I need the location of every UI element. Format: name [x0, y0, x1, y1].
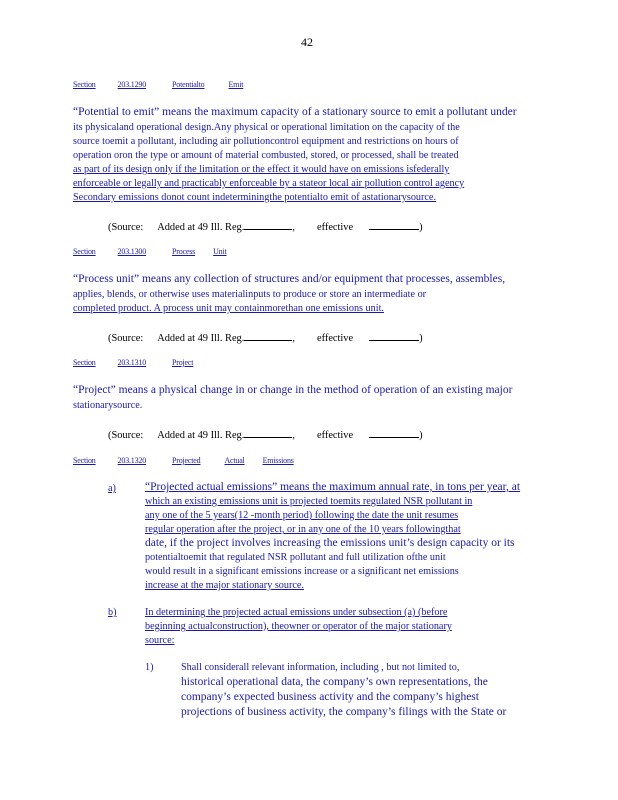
paragraph-line: company’s expected business activity and the company’s highest	[181, 691, 479, 703]
source-prefix: (Source:	[108, 333, 144, 344]
section-word: Section	[73, 358, 96, 367]
item-label-1: 1)	[145, 662, 154, 673]
source-effective: effective	[316, 430, 354, 441]
section-number: 203.1320	[117, 456, 147, 465]
section-title-word: Actual	[224, 456, 245, 465]
subsection-label-a: a)	[108, 483, 116, 494]
paragraph-line: source toemit a pollutant, including air pollutioncontrol equipment and restrictions on hours of	[73, 136, 459, 147]
section-heading-1320	[73, 456, 314, 465]
section-title-word: Potentialto	[172, 80, 205, 89]
source-effective: effective	[316, 222, 354, 233]
paragraph-line: would result in a significant emissions increase or a significant net emissions	[145, 566, 459, 577]
section-number: 203.1300	[117, 247, 147, 256]
section-heading-1300	[73, 247, 243, 256]
paragraph-line: enforceable or legally and practicably enforceable by a stateor local air pollution control agency	[73, 178, 465, 189]
paragraph-line: as part of its design only if the limitation or the effect it would have on emissions isfederally	[73, 164, 450, 175]
section-title-word: Emit	[228, 80, 244, 89]
source-added: Added at 49 Ill. Reg.	[157, 222, 245, 233]
paragraph-line: operation oron the type or amount of material combusted, stored, or processed, shall be treated	[73, 150, 459, 161]
source-added: Added at 49 Ill. Reg.	[157, 430, 245, 441]
source-prefix: (Source:	[108, 430, 144, 441]
paragraph-line: completed product. A process unit may containmorethan one emissions unit.	[73, 303, 384, 314]
source-added: Added at 49 Ill. Reg.	[157, 333, 245, 344]
section-heading-1310	[73, 358, 209, 367]
section-number: 203.1290	[117, 80, 147, 89]
source-note: (Source: Added at 49 Ill. Reg. , effective )	[108, 427, 423, 441]
paragraph-line: regular operation after the project, or in any one of the 10 years followingthat	[145, 524, 461, 535]
paragraph-line: date, if the project involves increasing the emissions unit’s design capacity or its	[145, 537, 515, 549]
section-word: Section	[73, 80, 96, 89]
paragraph-line: stationarysource.	[73, 400, 143, 411]
paragraph-line: “Potential to emit” means the maximum capacity of a stationary source to emit a pollutant under	[73, 106, 517, 118]
paragraph-line: projections of business activity, the company’s filings with the State or	[181, 706, 507, 718]
paragraph-line: any one of the 5 years(12 -month period) following the date the unit resumes	[145, 510, 459, 521]
paragraph-line: applies, blends, or otherwise uses materialinputs to produce or store an intermediate or	[73, 289, 427, 300]
paragraph-line: “Process unit” means any collection of structures and/or equipment that processes, assembles,	[73, 273, 506, 285]
paragraph-line: its physicaland operational design.Any physical or operational limitation on the capacity of the	[73, 122, 460, 133]
section-title-word: Project	[172, 358, 194, 367]
paragraph-line: In determining the projected actual emissions under subsection (a) (before	[145, 607, 448, 618]
paragraph-line: beginning actualconstruction), theowner or operator of the major stationary	[145, 621, 452, 632]
section-word: Section	[73, 247, 96, 256]
paragraph-line: which an existing emissions unit is projected toemits regulated NSR pollutant in	[145, 496, 473, 507]
paragraph-line: historical operational data, the company’s own representations, the	[181, 676, 488, 688]
source-note: (Source: Added at 49 Ill. Reg. , effective )	[108, 330, 423, 344]
section-title-word: Emissions	[262, 456, 294, 465]
section-title-word: Projected	[172, 456, 201, 465]
paragraph-line: source:	[145, 635, 175, 646]
paragraph-line: increase at the major stationary source.	[145, 580, 304, 591]
paragraph-line: potentialtoemit that regulated NSR pollutant and full utilization ofthe unit	[145, 552, 446, 563]
paragraph-line: Shall considerall relevant information, including , but not limited to,	[181, 662, 460, 673]
paragraph-line: “Projected actual emissions” means the maximum annual rate, in tons per year, at	[145, 481, 521, 493]
section-title-word: Unit	[213, 247, 227, 256]
source-prefix: (Source:	[108, 222, 144, 233]
section-heading-1290	[73, 80, 257, 89]
section-word: Section	[73, 456, 96, 465]
section-title-word: Process	[172, 247, 196, 256]
subsection-label-b: b)	[108, 607, 117, 618]
source-effective: effective	[316, 333, 354, 344]
paragraph-line: Secondary emissions donot count indeterminingthe potentialto emit of astationarysource.	[73, 192, 436, 203]
source-note: (Source: Added at 49 Ill. Reg. , effective )	[108, 219, 423, 233]
section-number: 203.1310	[117, 358, 147, 367]
page-number: 42	[301, 35, 313, 49]
paragraph-line: “Project” means a physical change in or change in the method of operation of an existing major	[73, 384, 513, 396]
